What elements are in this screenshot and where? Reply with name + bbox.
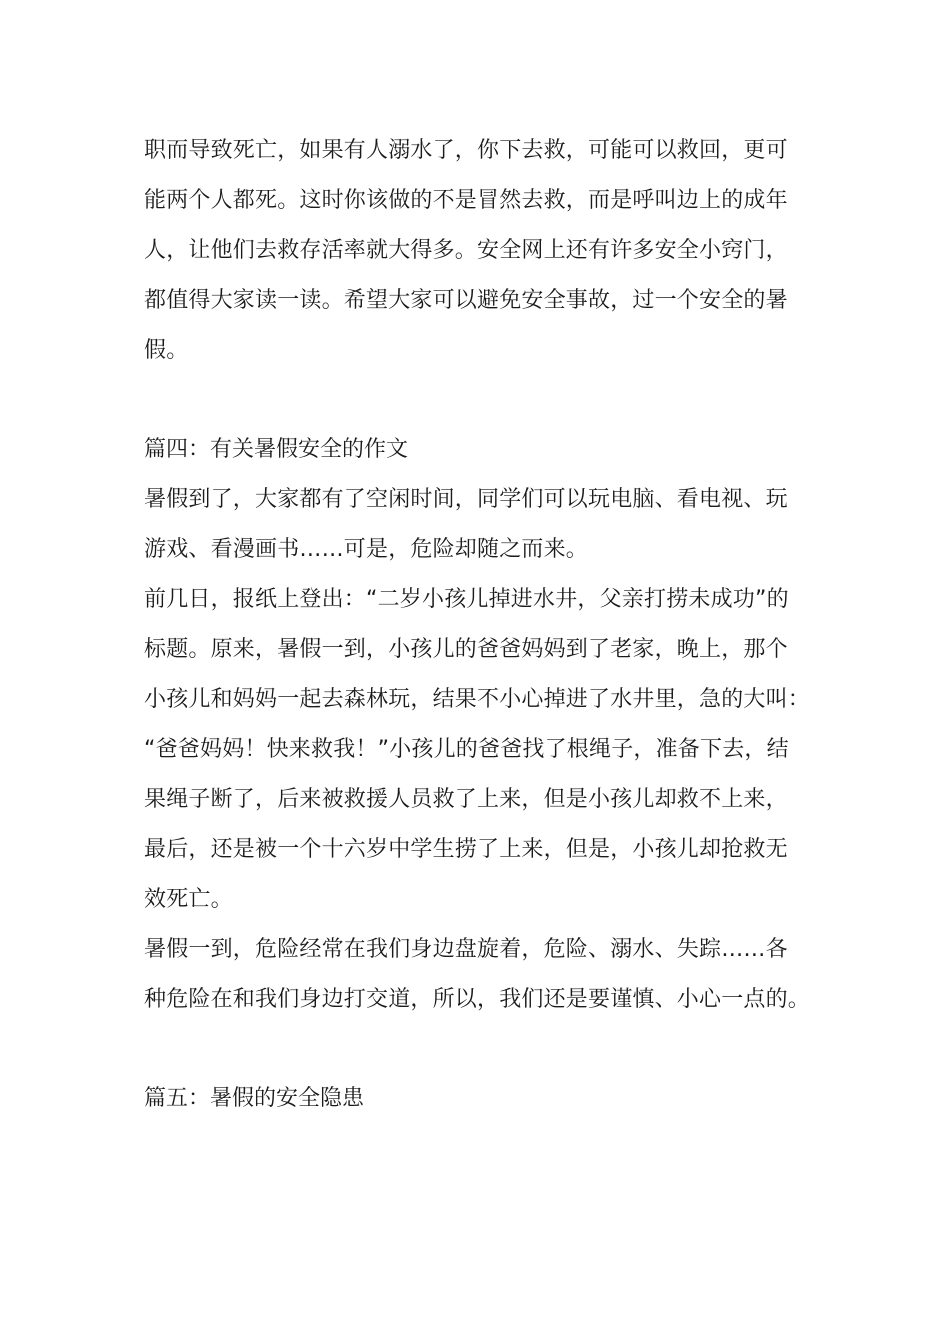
text-line: 人，让他们去救存活率就大得多。安全网上还有许多安全小窍门， xyxy=(144,238,788,263)
text-line: 都值得大家读一读。希望大家可以避免安全事故，过一个安全的暑 xyxy=(144,288,788,313)
text-line: 小孩儿和妈妈一起去森林玩，结果不小心掉进了水井里，急的大叫： xyxy=(144,687,811,712)
text-line: 职而导致死亡，如果有人溺水了，你下去救，可能可以救回，更可 xyxy=(144,138,788,163)
text-line: 游戏、看漫画书……可是，危险却随之而来。 xyxy=(144,537,589,562)
paragraph-continued xyxy=(144,126,824,376)
section4-paragraph-3 xyxy=(144,925,824,1025)
text-line: 标题。原来，暑假一到，小孩儿的爸爸妈妈到了老家，晚上，那个 xyxy=(144,637,788,662)
section4-paragraph-2 xyxy=(144,575,824,925)
section-gap xyxy=(144,1025,824,1074)
text-line: 假。 xyxy=(144,338,189,363)
section4-paragraph-1 xyxy=(144,475,824,575)
section-heading-5: 篇五：暑假的安全隐患 xyxy=(144,1086,365,1111)
text-line: 能两个人都死。这时你该做的不是冒然去救，而是呼叫边上的成年 xyxy=(144,188,788,213)
text-line: 果绳子断了，后来被救援人员救了上来，但是小孩儿却救不上来， xyxy=(144,787,788,812)
section-gap xyxy=(144,376,824,425)
text-line: 效死亡。 xyxy=(144,887,233,912)
text-line: 前几日，报纸上登出：“二岁小孩儿掉进水井，父亲打捞未成功”的 xyxy=(144,587,789,612)
text-line: “爸爸妈妈！快来救我！”小孩儿的爸爸找了根绳子，准备下去，结 xyxy=(144,737,789,762)
text-line: 暑假到了，大家都有了空闲时间，同学们可以玩电脑、看电视、玩 xyxy=(144,487,788,512)
document-body xyxy=(144,126,824,1124)
text-line: 暑假一到，危险经常在我们身边盘旋着，危险、溺水、失踪……各 xyxy=(144,937,788,962)
text-line: 种危险在和我们身边打交道，所以，我们还是要谨慎、小心一点的。 xyxy=(144,987,811,1012)
section-heading-4: 篇四：有关暑假安全的作文 xyxy=(144,437,409,462)
text-line: 最后，还是被一个十六岁中学生捞了上来，但是，小孩儿却抢救无 xyxy=(144,837,788,862)
